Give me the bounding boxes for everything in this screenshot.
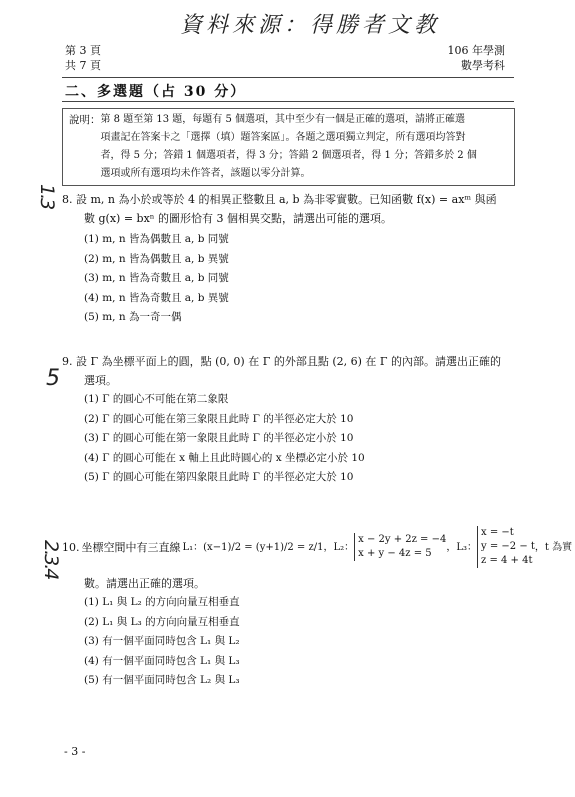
line-l3-system [477,526,535,568]
option: (5) Γ 的圓心可能在第四象限且此時 Γ 的半徑必定大於 10 [84,471,354,483]
line-l2-name: ，L₂： [323,541,355,553]
line-l1-equation: (x−1)/2 = (y+1)/2 = z/1 [203,541,324,553]
instructions-box [62,108,515,186]
exam-info [448,43,506,73]
option: (4) Γ 的圓心可能在 x 軸上且此時圓心的 x 坐標必定小於 10 [84,451,365,464]
question-stem: 坐標空間中有三直線 [81,540,181,554]
line-l3-name: ，L₃： [446,541,478,553]
question-stem-cont: 選項。 [84,374,117,387]
exam-year: 106 年學測 [447,44,505,57]
instructions-line: 項畫記在答案卡之「選擇（填）題答案區」。各題之選項獨立判定，所有選項均答對 [100,132,466,143]
instructions-label: 說明： [69,114,101,126]
line-l2-equation: x − 2y + 2z = −4 [358,534,447,545]
section-top-rule [62,77,514,78]
handwritten-mark-q8: 1.3 [36,184,58,209]
line-l2-system [354,533,446,561]
line-l1-name: L₁： [182,541,204,553]
line-l2-equation: x + y − 4z = 5 [358,548,432,559]
section-title: 二、多選題（占 30 分） [65,84,247,100]
instructions-line: 者，得 5 分；答錯 1 個選項者，得 3 分；答錯 2 個選項者，得 1 分；答錯多於 2 個 [100,150,477,161]
question-number: 9. [62,355,73,368]
option: (2) Γ 的圓心可能在第三象限且此時 Γ 的半徑必定大於 10 [84,412,354,425]
question-10 [62,526,573,593]
question-stem-cont: 數。請選出正確的選項。 [84,577,205,590]
page-total-line: 共 7 頁 [65,59,101,72]
question-number: 10. [62,540,80,554]
instructions-line: 選項或所有選項均未作答者，該題以零分計算。 [100,168,311,179]
q8-options [84,230,229,328]
footer-page-number: - 3 - [64,745,86,758]
question-stem: 設 Γ 為坐標平面上的圓，點 (0, 0) 在 Γ 的外部且點 (2, 6) 在 Γ 的內部。請選出正確的 [76,355,502,368]
q10-options [84,593,240,691]
handwritten-mark-q9: 5 [46,366,60,391]
option: (3) 有一個平面同時包含 L₁ 與 L₂ [84,635,240,647]
option: (3) Γ 的圓心可能在第一象限且此時 Γ 的半徑必定小於 10 [84,432,354,444]
option: (1) L₁ 與 L₂ 的方向向量互相垂直 [84,596,240,608]
question-9 [62,352,517,390]
handwritten-mark-q10: 2.3.4 [40,540,62,579]
line-l3-equation: y = −2 − t [481,541,535,552]
page-number-line: 第 3 頁 [65,44,101,57]
option: (4) 有一個平面同時包含 L₁ 與 L₃ [84,654,240,667]
option: (4) m, n 皆為奇數且 a, b 異號 [84,291,229,304]
question-stem: 設 m, n 為小於或等於 4 的相異正整數且 a, b 為非零實數。已知函數 f(x) = axᵐ 與函 [76,193,497,206]
option: (3) m, n 皆為奇數且 a, b 同號 [84,272,229,284]
exam-subject: 數學考科 [461,59,505,72]
option: (2) L₁ 與 L₃ 的方向向量互相垂直 [84,615,240,628]
option: (5) 有一個平面同時包含 L₂ 與 L₃ [84,674,240,686]
option: (5) m, n 為一奇一偶 [84,311,182,323]
option: (1) Γ 的圓心不可能在第二象限 [84,393,229,405]
instructions-text [101,111,477,183]
question-stem-cont: 數 g(x) = bxⁿ 的圖形恰有 3 個相異交點，請選出可能的選項。 [84,212,393,225]
option: (1) m, n 皆為偶數且 a, b 同號 [84,233,229,245]
section-bottom-rule [62,101,514,102]
option: (2) m, n 皆為偶數且 a, b 異號 [84,252,229,265]
q9-options [84,390,365,488]
question-number: 8. [62,193,73,206]
instructions-line: 第 8 題至第 13 題，每題有 5 個選項，其中至少有一個是正確的選項，請將正確選 [100,114,466,125]
line-l3-equation: x = −t [481,527,514,538]
page-indicator [65,43,101,73]
question-stem-suffix: ，t 為實 [534,541,573,553]
handwritten-source-note: 資料來源：得勝者文教 [180,13,441,38]
question-8 [62,190,517,228]
line-l3-equation: z = 4 + 4t [481,555,533,566]
